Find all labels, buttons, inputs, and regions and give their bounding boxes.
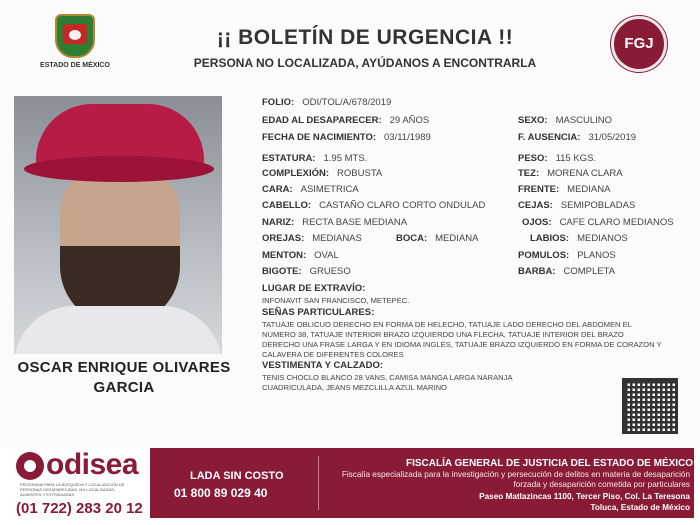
fiscalia-address-line1: Paseo Matlazincas 1100, Tercer Piso, Col. La Teresona bbox=[479, 492, 690, 501]
field-estatura: ESTATURA: 1.95 MTS. bbox=[262, 153, 368, 164]
field-complexion: COMPLEXIÓN: ROBUSTA bbox=[262, 168, 383, 179]
person-name bbox=[14, 358, 234, 398]
missing-person-photo bbox=[14, 96, 222, 354]
lada-label: LADA SIN COSTO bbox=[190, 470, 284, 482]
estado-de-mexico-logo bbox=[30, 14, 120, 69]
field-edad: EDAD AL DESAPARECER: 29 AÑOS bbox=[262, 115, 430, 126]
field-pomulos: POMULOS: PLANOS bbox=[518, 250, 616, 261]
field-tez: TEZ: MORENA CLARA bbox=[518, 168, 623, 179]
qr-code-icon[interactable] bbox=[622, 378, 678, 434]
bulletin-title: ¡¡ BOLETÍN DE URGENCIA !! bbox=[216, 26, 514, 49]
field-frente: FRENTE: MEDIANA bbox=[518, 184, 611, 195]
state-seal-icon bbox=[55, 14, 95, 58]
field-peso: PESO: 115 KGS. bbox=[518, 153, 597, 164]
odisea-mark-icon bbox=[16, 452, 44, 480]
lugar-label: LUGAR DE EXTRAVÍO: bbox=[262, 283, 366, 294]
fiscalia-description: Fiscalía especializada para la investigación y persecución de delitos en materia de desaparición forzada y desaparición cometida por particulares bbox=[341, 470, 690, 489]
field-bigote: BIGOTE: GRUESO bbox=[262, 266, 351, 277]
field-barba: BARBA: COMPLETA bbox=[518, 266, 616, 277]
fiscalia-address bbox=[330, 492, 690, 513]
fiscalia-address-line2: Toluca, Estado de México bbox=[590, 502, 690, 512]
vestimenta-label: VESTIMENTA Y CALZADO: bbox=[262, 360, 384, 371]
field-ojos: OJOS: CAFE CLARO MEDIANOS bbox=[522, 217, 674, 228]
senas-text: TATUAJE OBLICUO DERECHO EN FORMA DE HELECHO, TATUAJE LADO DERECHO DEL ABDOMEN EL NUMERO 38, TATUAJE INTERIOR BRAZO IZQUIERDO UNA FLECHA, TATUAJE INTERIOR DEL BRAZO DERECHO UNA FRASE LARGA Y EN IDIOMA INGLES, TATUAJE BRAZO IZQUIERDO EN FORMA DE CORAZON Y CALAVERA DE DIFERENTES COLORES bbox=[262, 320, 662, 359]
bulletin-subtitle: PERSONA NO LOCALIZADA, AYÚDANOS A ENCONTRARLA bbox=[193, 56, 537, 70]
field-ausencia: F. AUSENCIA: 31/05/2019 bbox=[518, 132, 637, 143]
person-name-line1: OSCAR ENRIQUE OLIVARES bbox=[17, 359, 231, 376]
field-cabello: CABELLO: CASTAÑO CLARO CORTO ONDULAD bbox=[262, 200, 486, 211]
field-orejas: OREJAS: MEDIANAS bbox=[262, 233, 362, 244]
odisea-logo bbox=[6, 448, 146, 525]
odisea-wordmark: odisea bbox=[46, 448, 139, 481]
footer bbox=[0, 448, 700, 525]
fgj-logo: FGJ bbox=[611, 16, 667, 72]
field-boca: BOCA: MEDIANA bbox=[396, 233, 479, 244]
lada-number[interactable]: 01 800 89 029 40 bbox=[174, 486, 268, 500]
field-nariz: NARIZ: RECTA BASE MEDIANA bbox=[262, 217, 408, 228]
field-menton: MENTON: OVAL bbox=[262, 250, 339, 261]
odisea-program-text: PROGRAMA PARA LA BÚSQUEDA Y LOCALIZACIÓN DE PERSONAS DESAPARECIDAS, NO LOCALIZADAS, AUSENTES Y EXTRAVIADAS bbox=[20, 482, 125, 497]
fiscalia-title: FISCALÍA GENERAL DE JUSTICIA DEL ESTADO DE MÉXICO bbox=[406, 458, 694, 469]
fiscalia-band bbox=[150, 448, 694, 518]
field-sexo: SEXO: MASCULINO bbox=[518, 115, 613, 126]
cap-brim-shape bbox=[24, 156, 214, 182]
field-cara: CARA: ASIMETRICA bbox=[262, 184, 359, 195]
field-labios: LABIOS: MEDIANOS bbox=[530, 233, 628, 244]
shirt-shape bbox=[14, 306, 222, 354]
senas-label: SEÑAS PARTICULARES: bbox=[262, 307, 375, 318]
field-folio: FOLIO: ODI/TOL/A/678/2019 bbox=[262, 97, 392, 108]
contact-phone[interactable]: (01 722) 283 20 12 bbox=[16, 500, 143, 517]
person-name-line2: GARCIA bbox=[93, 379, 155, 396]
state-label: ESTADO DE MÉXICO bbox=[40, 62, 110, 69]
vestimenta-text: TENIS CHOCLO BLANCO 28 VANS, CAMISA MANGA LARGA NARANJA CUADRICULADA, JEANS MEZCLILLA AZUL MARINO bbox=[262, 373, 513, 392]
lugar-text: INFONAVIT SAN FRANCISCO, METEPEC. bbox=[262, 296, 410, 305]
field-cejas: CEJAS: SEMIPOBLADAS bbox=[518, 200, 636, 211]
band-divider bbox=[318, 456, 319, 510]
field-nacimiento: FECHA DE NACIMIENTO: 03/11/1989 bbox=[262, 132, 431, 143]
